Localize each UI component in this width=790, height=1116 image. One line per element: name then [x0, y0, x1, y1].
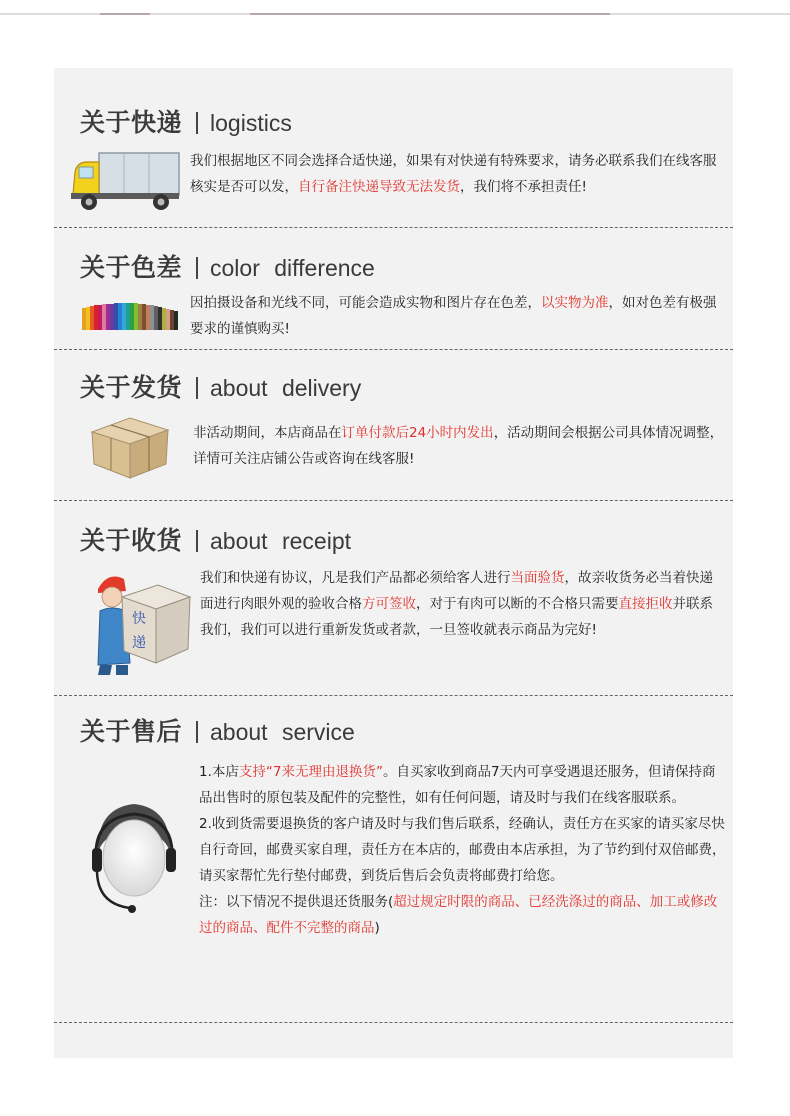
title-zh: 关于售后 [80, 717, 183, 746]
top-rule [0, 13, 790, 15]
title-separator [196, 377, 198, 399]
title-en: color difference [210, 255, 375, 281]
service-paragraph-3: 注：以下情况不提供退还货服务(超过规定时限的商品、已经洗涤过的商品、加工或修改过的商品、配件不完整的商品) [199, 894, 718, 936]
title-separator [196, 257, 198, 279]
title-en: about receipt [210, 528, 351, 554]
courier-icon [86, 567, 194, 677]
service-paragraph-1: 1.本店支持“7来无理由退换货”。自买家收到商品7天内可享受遇退还服务，但请保持商品出售时的原包装及配件的完整性，如有任何问题，请及时与我们在线客服联系。 [199, 764, 716, 806]
info-panel [54, 68, 733, 1058]
section-divider [54, 227, 733, 228]
title-en: about service [210, 719, 355, 745]
service-text [199, 759, 727, 941]
service-paragraph-2: 2.收到货需要退换货的客户请及时与我们售后联系，经确认，责任方在买家的请买家尽快自行奇回，邮费买家自理，责任方在本店的，邮费由本店承担，为了节约到付双倍邮费，请买家帮忙先行垫付邮费，到货后售后会负责将邮费打给您。 [199, 816, 726, 884]
truck-icon [69, 150, 181, 212]
section-divider [54, 500, 733, 501]
section-title [80, 521, 351, 557]
title-en: about delivery [210, 375, 362, 401]
section-text: 我们和快递有协议，凡是我们产品都必须给客人进行当面验货，故亲收货务必当着快递面进行肉眼外观的验收合格方可签收，对于有肉可以断的不合格只需要直接拒收并联系我们，我们可以进行重新发货或者款，一旦签收就表示商品为完好! [200, 570, 713, 638]
package-box-icon [86, 410, 172, 480]
section-title [80, 712, 355, 748]
title-zh: 关于色差 [80, 253, 183, 282]
highlight-text: 自行备注快递导致无法发货 [298, 179, 460, 195]
highlight-text: 超过规定时限的商品、已经洗涤过的商品、加工或修改过的商品、配件不完整的商品 [199, 894, 718, 936]
color-pencils-icon [80, 300, 186, 332]
highlight-text: 直接拒收 [618, 596, 673, 612]
highlight-text: 以实物为准 [541, 295, 609, 311]
highlight-text: 支持“7来无理由退换货” [238, 764, 383, 780]
title-zh: 关于收货 [80, 526, 183, 555]
title-separator [196, 530, 198, 552]
section-divider [54, 695, 733, 696]
section-title [80, 368, 361, 404]
section-divider [54, 349, 733, 350]
section-title [80, 103, 292, 139]
highlight-text: 订单付款后24小时内发出 [341, 425, 494, 441]
section-text: 我们根据地区不同会选择合适快递，如果有对快递有特殊要求，请务必联系我们在线客服核实是否可以发，自行备注快递导致无法发货，我们将不承担责任! [190, 153, 717, 195]
section-divider [54, 1022, 733, 1023]
customer-service-headset-icon [90, 796, 178, 920]
title-separator [196, 112, 198, 134]
title-en: logistics [210, 110, 292, 136]
highlight-text: 当面验货 [510, 570, 565, 586]
highlight-text: 方可签收 [362, 596, 416, 612]
title-zh: 关于快递 [80, 108, 183, 137]
courier-box-label: 快递 [132, 611, 146, 651]
title-separator [196, 721, 198, 743]
section-text: 非活动期间，本店商品在订单付款后24小时内发出，活动期间会根据公司具体情况调整，详情可关注店铺公告或咨询在线客服! [193, 425, 724, 467]
section-text: 因拍摄设备和光线不同，可能会造成实物和图片存在色差，以实物为准，如对色差有极强要求的谨慎购买! [190, 295, 717, 337]
section-title [80, 248, 375, 284]
title-zh: 关于发货 [80, 373, 183, 402]
